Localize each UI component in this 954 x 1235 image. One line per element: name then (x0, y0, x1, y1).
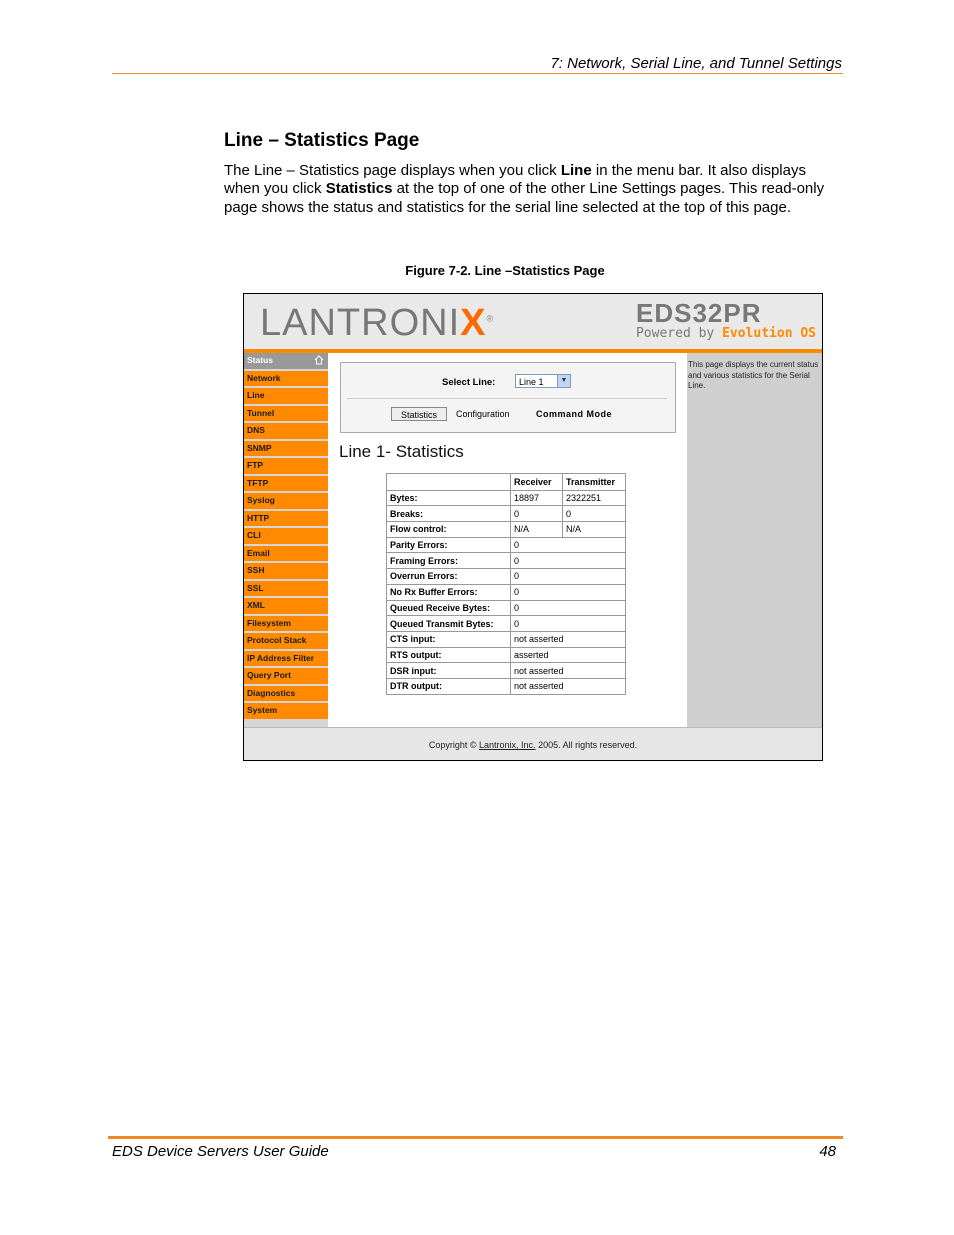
footer-title: EDS Device Servers User Guide (112, 1143, 329, 1160)
table-row (387, 537, 626, 553)
transmitter-value: N/A (563, 522, 626, 538)
table-row (387, 616, 626, 632)
table-row (387, 584, 626, 600)
row-label: Queued Receive Bytes: (387, 600, 511, 616)
table-header-transmitter: Transmitter (563, 474, 626, 491)
row-label: Bytes: (387, 490, 511, 506)
product-subtitle: Powered by Evolution OS (635, 326, 816, 341)
menu-item-protocol-stack[interactable]: Protocol Stack (244, 633, 328, 649)
table-row (387, 600, 626, 616)
select-line-label: Select Line: (442, 377, 496, 388)
chevron-down-icon[interactable]: ▼ (557, 375, 570, 387)
section-paragraph: The Line – Statistics page displays when you click Line in the menu bar. It also displays when you click Statistics at the top of one of the other Line Settings pages. This read-only page shows the status and statistics for the serial line selected at the top of this page. (224, 162, 825, 216)
row-label: Overrun Errors: (387, 569, 511, 585)
table-row (387, 553, 626, 569)
panel-divider (347, 398, 667, 399)
menu-item-tunnel[interactable]: Tunnel (244, 406, 328, 422)
menu-item-filesystem[interactable]: Filesystem (244, 616, 328, 632)
row-label: Parity Errors: (387, 537, 511, 553)
receiver-value: N/A (511, 522, 563, 538)
menu-item-system[interactable]: System (244, 703, 328, 719)
row-value: 0 (511, 553, 626, 569)
menu-item-diagnostics[interactable]: Diagnostics (244, 686, 328, 702)
table-row (387, 647, 626, 663)
row-label: No Rx Buffer Errors: (387, 584, 511, 600)
help-sidebar (687, 353, 822, 727)
menu-item-ip-address-filter[interactable]: IP Address Filter (244, 651, 328, 667)
transmitter-value: 0 (563, 506, 626, 522)
web-footer (244, 727, 822, 761)
table-header-receiver: Receiver (511, 474, 563, 491)
help-text: This page displays the current status and various statistics for the Serial Line. (688, 360, 819, 390)
row-value: 0 (511, 616, 626, 632)
header-rule (112, 73, 843, 74)
row-value: not asserted (511, 631, 626, 647)
table-row (387, 506, 626, 522)
receiver-value: 18897 (511, 490, 563, 506)
product-badge (636, 300, 816, 341)
line-select-panel (340, 362, 676, 433)
row-value: not asserted (511, 663, 626, 679)
row-label: DSR input: (387, 663, 511, 679)
row-value: not asserted (511, 678, 626, 694)
row-value: 0 (511, 569, 626, 585)
screenshot-figure (243, 293, 823, 761)
table-row (387, 522, 626, 538)
home-icon[interactable] (314, 355, 324, 365)
web-banner (244, 294, 822, 349)
footer-rule (108, 1136, 843, 1139)
lantronix-logo: LANTRONIX® (260, 302, 495, 344)
statistics-table (386, 473, 626, 695)
row-label: DTR output: (387, 678, 511, 694)
row-label: RTS output: (387, 647, 511, 663)
lantronix-link[interactable]: Lantronix, Inc. (479, 740, 536, 750)
transmitter-value: 2322251 (563, 490, 626, 506)
table-row (387, 678, 626, 694)
row-value: 0 (511, 537, 626, 553)
page-number: 48 (819, 1143, 836, 1160)
menu-item-network[interactable]: Network (244, 371, 328, 387)
menu-item-dns[interactable]: DNS (244, 423, 328, 439)
row-value: 0 (511, 600, 626, 616)
row-label: Flow control: (387, 522, 511, 538)
stats-title: Line 1- Statistics (339, 442, 464, 461)
menu-item-status[interactable]: Status (244, 353, 328, 369)
section-heading: Line – Statistics Page (224, 130, 420, 151)
tab-statistics[interactable]: Statistics (391, 407, 447, 421)
menu-item-http[interactable]: HTTP (244, 511, 328, 527)
table-row (387, 569, 626, 585)
side-menu (244, 353, 328, 727)
menu-item-ssl[interactable]: SSL (244, 581, 328, 597)
menu-item-syslog[interactable]: Syslog (244, 493, 328, 509)
menu-item-ssh[interactable]: SSH (244, 563, 328, 579)
table-row (387, 490, 626, 506)
menu-item-line[interactable]: Line (244, 388, 328, 404)
figure-caption: Figure 7-2. Line –Statistics Page (405, 263, 605, 278)
menu-item-tftp[interactable]: TFTP (244, 476, 328, 492)
tab-configuration[interactable]: Configuration (456, 409, 510, 419)
table-header-blank (387, 474, 511, 491)
table-row (387, 631, 626, 647)
row-value: asserted (511, 647, 626, 663)
running-header: 7: Network, Serial Line, and Tunnel Settings (550, 55, 842, 72)
menu-item-snmp[interactable]: SNMP (244, 441, 328, 457)
row-label: CTS input: (387, 631, 511, 647)
menu-item-cli[interactable]: CLI (244, 528, 328, 544)
table-header-row (387, 474, 626, 491)
row-label: Queued Transmit Bytes: (387, 616, 511, 632)
receiver-value: 0 (511, 506, 563, 522)
menu-item-ftp[interactable]: FTP (244, 458, 328, 474)
row-label: Breaks: (387, 506, 511, 522)
copyright-text: Copyright © Lantronix, Inc. 2005. All rights reserved. (428, 740, 638, 750)
row-label: Framing Errors: (387, 553, 511, 569)
product-model: EDS32PR (635, 298, 762, 328)
tab-command-mode[interactable]: Command Mode (536, 409, 613, 419)
menu-item-email[interactable]: Email (244, 546, 328, 562)
select-line-dropdown[interactable]: Line 1 ▼ (515, 374, 571, 388)
table-row (387, 663, 626, 679)
row-value: 0 (511, 584, 626, 600)
menu-item-query-port[interactable]: Query Port (244, 668, 328, 684)
menu-item-xml[interactable]: XML (244, 598, 328, 614)
